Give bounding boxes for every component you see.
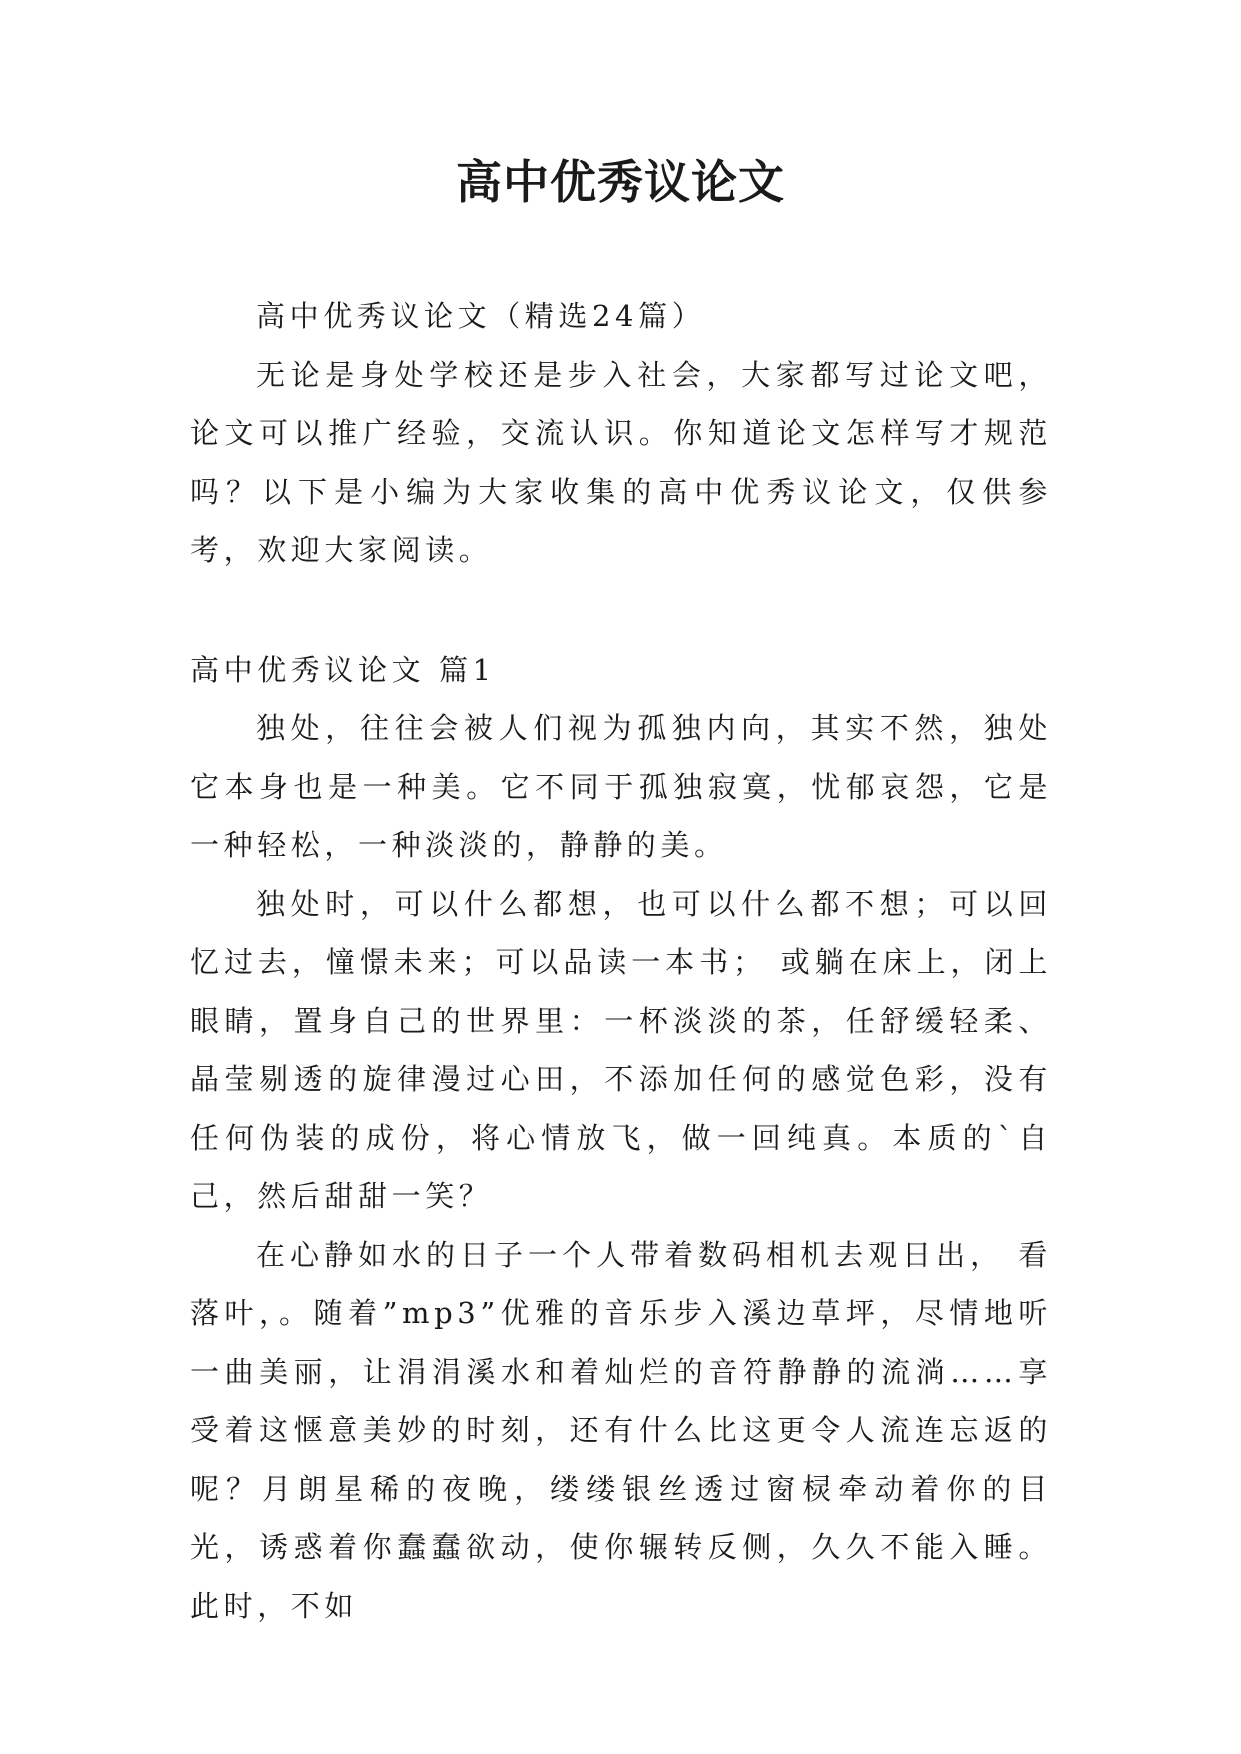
intro-paragraph: 无论是身处学校还是步入社会，大家都写过论文吧，论文可以推广经验，交流认识。你知道论文怎样写才规范吗？以下是小编为大家收集的高中优秀议论文，仅供参考，欢迎大家阅读。 [190,357,1052,567]
section-heading: 高中优秀议论文 篇1 [190,652,496,687]
body-paragraph-3: 在心静如水的日子一个人带着数码相机去观日出， 看落叶，。随着”mp3”优雅的音乐步入溪边草坪，尽情地听一曲美丽，让涓涓溪水和着灿烂的音符静静的流淌……享受着这惬意美妙的时刻，还有什么比这更令人流连忘返的呢？月朗星稀的夜晚，缕缕银丝透过窗棂牵动着你的目光，诱惑着你蠢蠢欲动，使你辗转反侧，久久不能入睡。此时，不如 [190,1237,1052,1623]
section-spacer [190,580,1052,641]
document-title: 高中优秀议论文 [456,155,785,209]
body-paragraph-2: 独处时，可以什么都想，也可以什么都不想；可以回忆过去，憧憬未来；可以品读一本书； 或躺在床上，闭上眼睛，置身自己的世界里：一杯淡淡的茶，任舒缓轻柔、晶莹剔透的旋律漫过心田，不添加任何的感觉色彩，没有任何伪装的成份，将心情放飞，做一回纯真。本质的`自己，然后甜甜一笑？ [190,886,1052,1213]
body-paragraph-1: 独处，往往会被人们视为孤独内向，其实不然，独处它本身也是一种美。它不同于孤独寂寞，忧郁哀怨，它是一种轻松，一种淡淡的，静静的美。 [190,711,1052,862]
document-body [190,287,1052,1635]
document-subtitle: 高中优秀议论文（精选24篇） [256,299,706,333]
